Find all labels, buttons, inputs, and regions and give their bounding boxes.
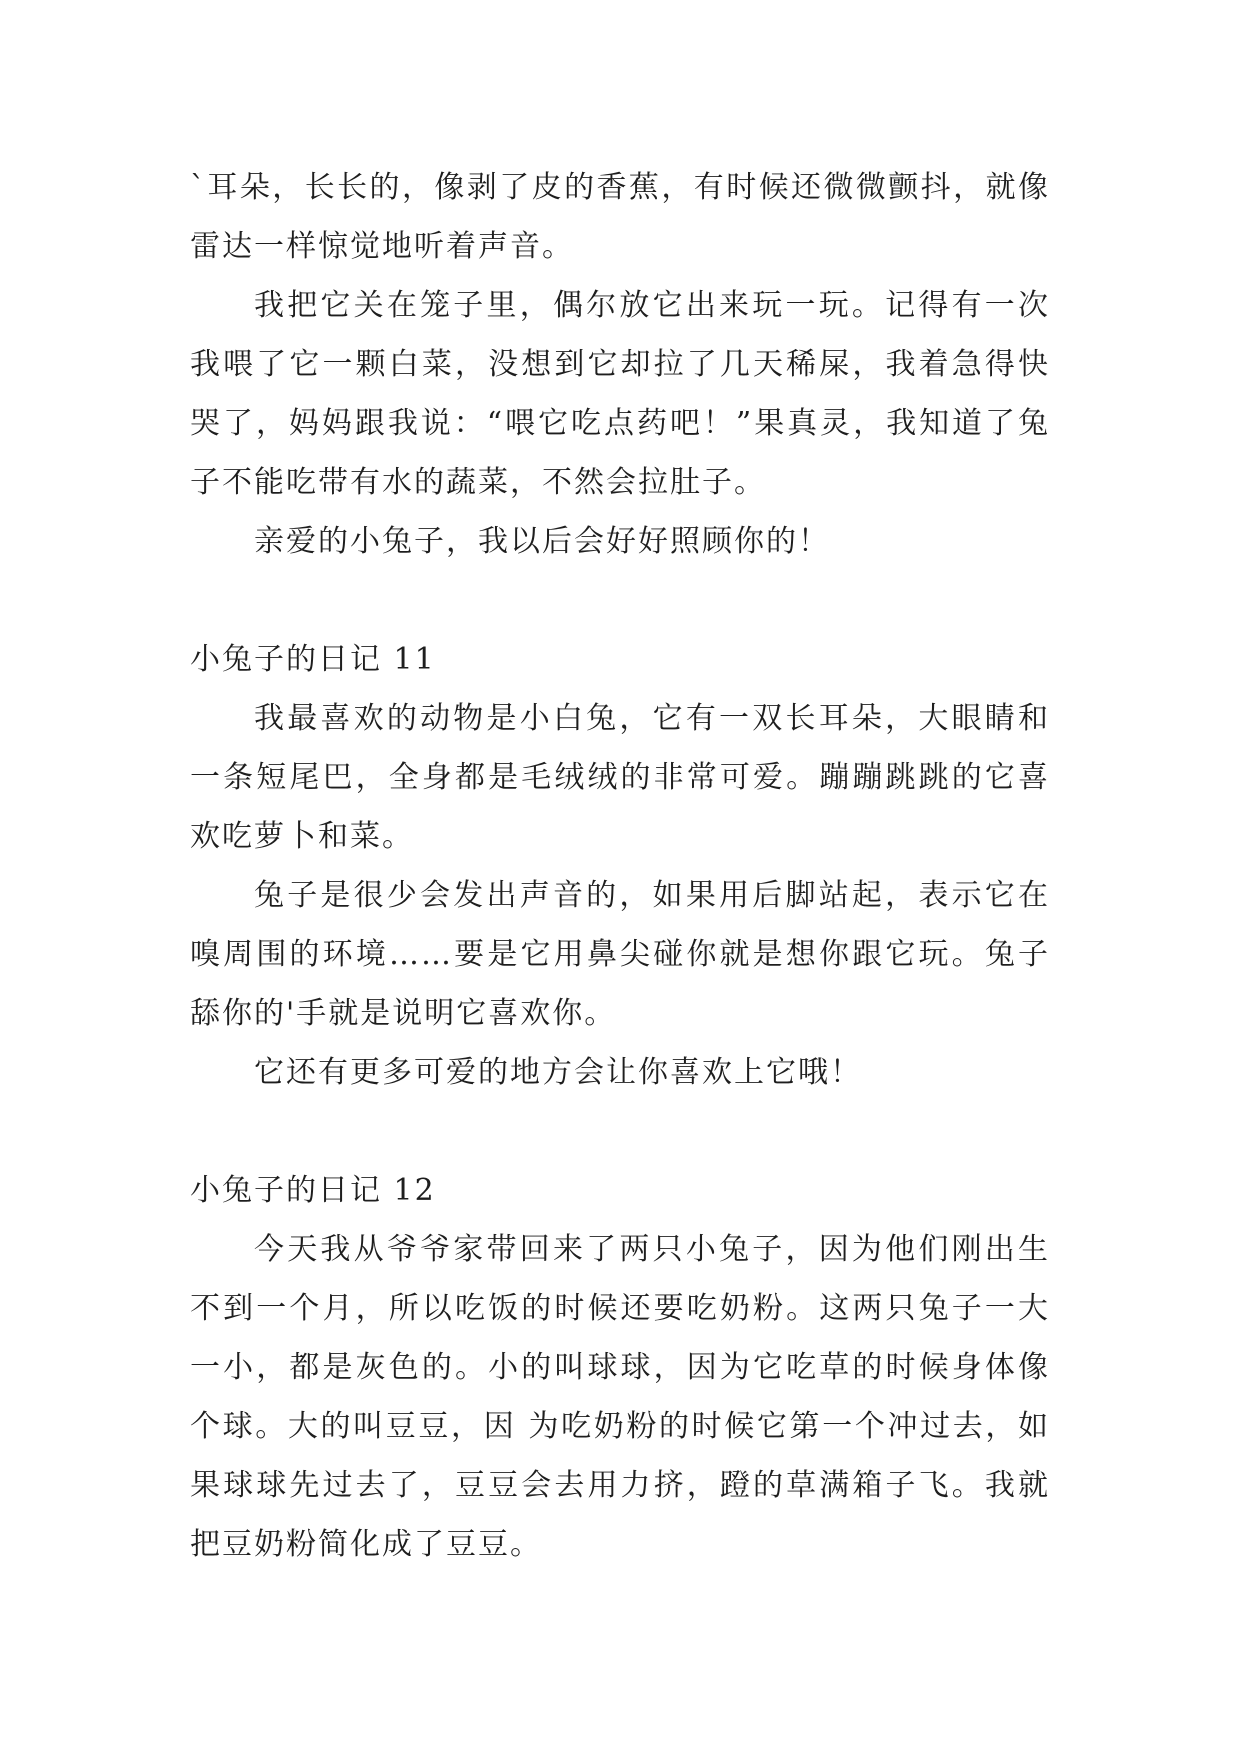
section-title: 小兔子的日记 12 — [190, 1173, 436, 1208]
paragraph-continuation: `耳朵，长长的，像剥了皮的香蕉，有时候还微微颤抖，就像雷达一样惊觉地听着声音。 — [190, 170, 1050, 264]
section-gap — [190, 571, 1050, 630]
document-body — [190, 158, 1050, 1574]
paragraph: 亲爱的小兔子，我以后会好好照顾你的！ — [254, 524, 830, 559]
section-title: 小兔子的日记 11 — [190, 642, 436, 677]
paragraph: 我把它关在笼子里，偶尔放它出来玩一玩。记得有一次我喂了它一颗白菜，没想到它却拉了几天稀屎，我着急得快哭了，妈妈跟我说：“喂它吃点药吧！”果真灵，我知道了兔子不能吃带有水的蔬菜，不然会拉肚子。 — [190, 288, 1050, 500]
section-gap — [190, 1102, 1050, 1161]
paragraph: 我最喜欢的动物是小白兔，它有一双长耳朵，大眼睛和一条短尾巴，全身都是毛绒绒的非常可爱。蹦蹦跳跳的它喜欢吃萝卜和菜。 — [190, 701, 1050, 854]
paragraph: 今天我从爷爷家带回来了两只小兔子，因为他们刚出生不到一个月，所以吃饭的时候还要吃奶粉。这两只兔子一大一小，都是灰色的。小的叫球球，因为它吃草的时候身体像个球。大的叫豆豆，因 为吃奶粉的时候它第一个冲过去，如果球球先过去了，豆豆会去用力挤，蹬的草满箱子飞。我就把豆奶粉简化成了豆豆。 — [190, 1232, 1050, 1562]
paragraph: 兔子是很少会发出声音的，如果用后脚站起，表示它在嗅周围的环境……要是它用鼻尖碰你就是想你跟它玩。兔子舔你的'手就是说明它喜欢你。 — [190, 878, 1050, 1031]
paragraph: 它还有更多可爱的地方会让你喜欢上它哦！ — [254, 1055, 862, 1090]
